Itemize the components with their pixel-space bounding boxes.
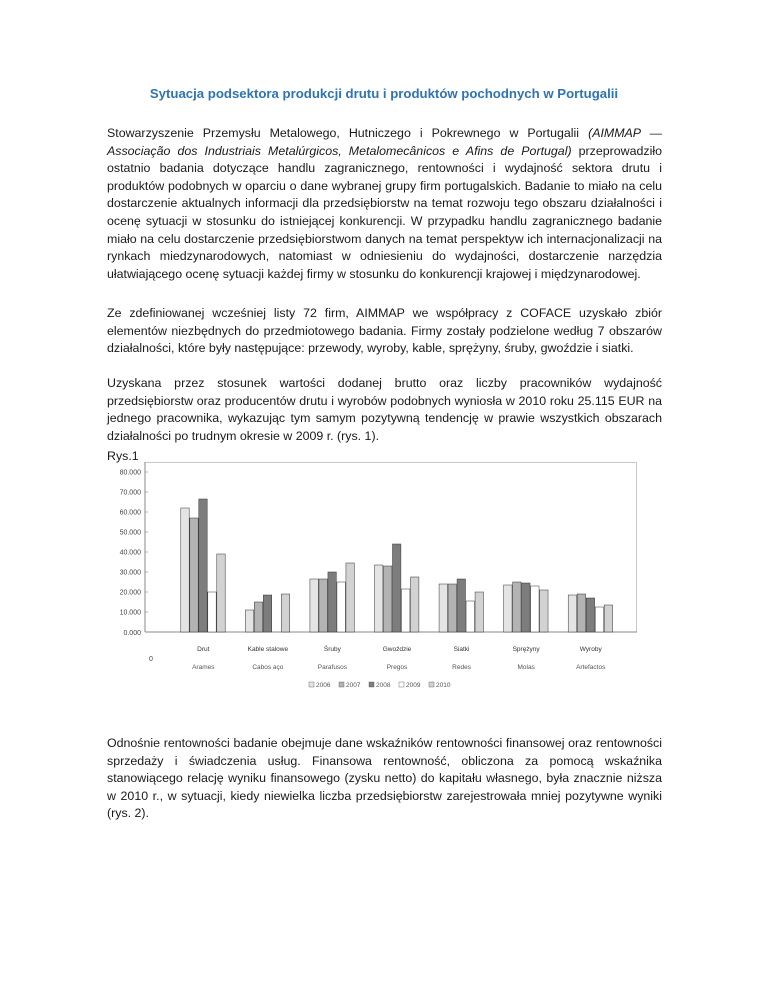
x-category-label: Gwoździe bbox=[382, 646, 412, 653]
productivity-bar-chart bbox=[107, 462, 643, 702]
bar-2008-1 bbox=[263, 595, 271, 632]
legend-label-2008: 2008 bbox=[376, 682, 391, 689]
bar-2009-3 bbox=[402, 589, 410, 632]
bar-2009-2 bbox=[337, 582, 345, 632]
bar-2010-4 bbox=[475, 592, 483, 632]
y-tick-label: 50.000 bbox=[119, 529, 141, 537]
bar-2007-4 bbox=[448, 584, 456, 632]
legend-swatch-2007 bbox=[339, 682, 344, 687]
bar-2006-1 bbox=[245, 610, 253, 632]
bar-2009-6 bbox=[595, 607, 603, 632]
bar-2006-6 bbox=[568, 595, 576, 632]
y-tick-label: 80.000 bbox=[119, 469, 141, 477]
bar-2006-2 bbox=[310, 579, 318, 632]
x-category-label: Śruby bbox=[323, 646, 341, 653]
y-tick-label: 70.000 bbox=[119, 489, 141, 497]
bar-2008-0 bbox=[199, 499, 207, 632]
x-category-label-pt: Arames bbox=[192, 664, 215, 671]
x-category-label: Drut bbox=[197, 646, 210, 653]
bar-2008-5 bbox=[522, 583, 530, 632]
x-category-label: Kable stalowe bbox=[247, 646, 289, 653]
bar-2009-5 bbox=[531, 586, 539, 632]
paragraph-intro bbox=[107, 125, 662, 283]
bar-2010-3 bbox=[411, 577, 419, 632]
legend-swatch-2009 bbox=[399, 682, 404, 687]
y-baseline-label: 0.000 bbox=[123, 630, 141, 637]
bar-2010-0 bbox=[217, 554, 225, 632]
bar-2007-6 bbox=[577, 594, 585, 632]
bar-2010-5 bbox=[540, 590, 548, 632]
bar-2006-4 bbox=[439, 584, 447, 632]
paragraph-intro-italic: (AIMMAP — Associação dos Industriais Metalúrgicos, Metalomecânicos e Afins de Portugal) bbox=[107, 126, 662, 158]
bar-2007-1 bbox=[254, 602, 262, 632]
paragraph-intro-rest: przeprowadziło ostatnio badania dotyczące handlu zagranicznego, rentowności i wydajność sektora drutu i produktów podobnych w oparciu o dane wybranej grupy firm portugalskich. Badanie to miało na celu dostarczenie aktualnych informacji dla przedsiębiorstw na temat rozwoju tego obszaru działalności i ocenę sytuacji w stosunku do istniejącej konkurencji. W przypadku handlu zagranicznego badanie miało na celu dostarczenie przedsiębiorstwom danych na temat perspektyw ich internacjonalizacji na rynkach miedzynarodowych, natomiast w odniesieniu do wydajności, dostarczenie narzędzia ułatwiającego ocenę sytuacji każdej firmy w stosunku do konkurencji krajowej i międzynarodowej. bbox=[107, 143, 662, 281]
legend-label-2006: 2006 bbox=[316, 682, 331, 689]
bar-2010-6 bbox=[604, 605, 612, 632]
x-category-label-pt: Artefactos bbox=[576, 664, 606, 671]
y-zero-label: 0 bbox=[149, 656, 153, 663]
bar-2009-0 bbox=[208, 592, 216, 632]
bar-2006-0 bbox=[181, 508, 189, 632]
paragraph-profitability: Odnośnie rentowności badanie obejmuje dane wskaźników rentowności finansowej oraz rentowności sprzedaży i świadczenia usług. Finansowa rentowność, obliczona za pomocą wskaźnika stanowiącego relację wyniku finansowego (zysku netto) do kapitału własnego, była znacznie niższa w 2010 r., w sytuacji, kiedy niewielka liczba przedsiębiorstw zarejestrowała mniej pozytywne wyniki (rys. 2). bbox=[107, 736, 662, 821]
figure-label: Rys.1 bbox=[107, 449, 139, 463]
x-category-label: Wyroby bbox=[579, 646, 602, 653]
page-title: Sytuacja podsektora produkcji drutu i produktów pochodnych w Portugalii bbox=[149, 86, 619, 101]
paragraph-productivity: Uzyskana przez stosunek wartości dodanej brutto oraz liczby pracowników wydajność przedsiębiorstw oraz producentów drutu i wyrobów podobnych wyniosła w 2010 roku 25.115 EUR na jednego pracownika, wykazując tym samym pozytywną tendencję w prawie wszystkich obszarach działalności po trudnym okresie w 2009 r. (rys. 1). bbox=[107, 376, 662, 443]
y-tick-label: 10.000 bbox=[119, 609, 141, 617]
bar-2006-5 bbox=[504, 585, 512, 632]
bar-2008-6 bbox=[586, 598, 594, 632]
x-category-label: Sprężyny bbox=[512, 646, 540, 653]
x-category-label-pt: Redes bbox=[452, 664, 471, 671]
paragraph-intro-lead: Stowarzyszenie Przemysłu Metalowego, Hutniczego i Pokrewnego w Portugalii bbox=[107, 126, 589, 140]
bar-2008-3 bbox=[393, 544, 401, 632]
bar-2007-3 bbox=[384, 566, 392, 632]
bar-2010-2 bbox=[346, 563, 354, 632]
x-category-label-pt: Pregos bbox=[386, 664, 408, 671]
bar-2008-2 bbox=[328, 572, 336, 632]
y-tick-label: 20.000 bbox=[119, 589, 141, 597]
x-category-label-pt: Parafusos bbox=[317, 664, 348, 671]
legend-label-2009: 2009 bbox=[406, 682, 421, 689]
y-tick-label: 40.000 bbox=[119, 549, 141, 557]
bar-2007-0 bbox=[190, 518, 198, 632]
bar-2006-3 bbox=[375, 565, 383, 632]
y-tick-label: 60.000 bbox=[119, 509, 141, 517]
legend-label-2007: 2007 bbox=[346, 682, 361, 689]
legend-label-2010: 2010 bbox=[436, 682, 451, 689]
x-category-label-pt: Molas bbox=[517, 664, 535, 671]
legend-swatch-2008 bbox=[369, 682, 374, 687]
bar-2010-1 bbox=[281, 594, 289, 632]
legend-swatch-2010 bbox=[429, 682, 434, 687]
x-category-label: Siatki bbox=[453, 646, 470, 653]
legend-swatch-2006 bbox=[309, 682, 314, 687]
bar-2007-5 bbox=[513, 582, 521, 632]
bar-2009-4 bbox=[466, 601, 474, 632]
bar-2008-4 bbox=[457, 579, 465, 632]
paragraph-firms: Ze zdefiniowanej wcześniej listy 72 firm, AIMMAP we współpracy z COFACE uzyskało zbiór elementów niezbędnych do przedmiotowego badania. Firmy zostały podzielone według 7 obszarów działalności, które były następujące: przewody, wyroby, kable, sprężyny, śruby, gwoździe i siatki. bbox=[107, 306, 662, 356]
bar-2007-2 bbox=[319, 579, 327, 632]
x-category-label-pt: Cabos aço bbox=[252, 664, 284, 671]
y-tick-label: 30.000 bbox=[119, 569, 141, 577]
